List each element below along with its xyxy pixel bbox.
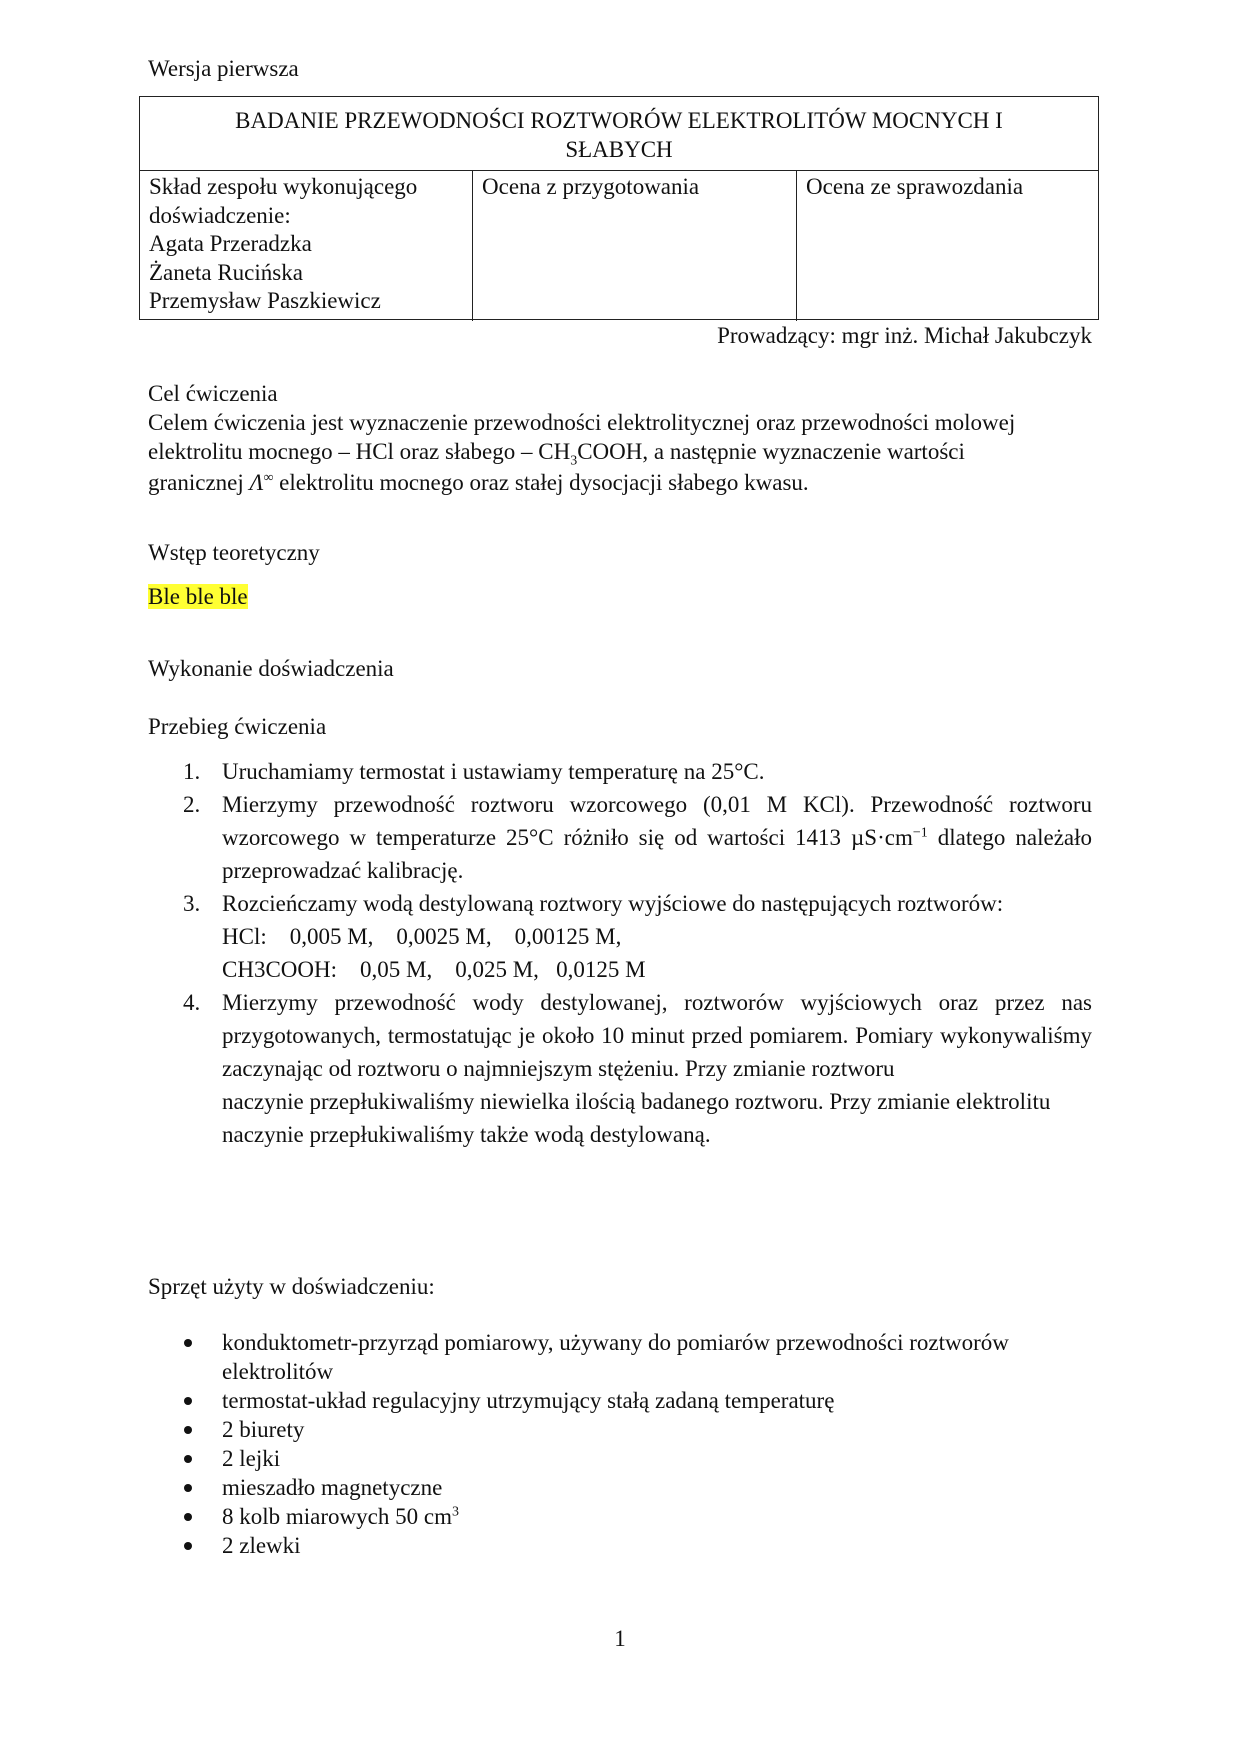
list-item — [148, 1386, 1092, 1415]
step-text: dlatego należało przeprowadzać kalibrację. — [222, 825, 1093, 883]
equipment-item: 2 lejki — [222, 1446, 281, 1471]
list-item — [148, 986, 1092, 1151]
superscript: 3 — [451, 1504, 459, 1520]
report-title — [140, 97, 1098, 171]
supervisor-line: Prowadzący: mgr inż. Michał Jakubczyk — [717, 323, 1092, 348]
report-grade-cell — [797, 171, 1098, 321]
prep-grade-cell — [473, 171, 797, 321]
team-member: Agata Przeradzka — [149, 231, 312, 256]
procedure-heading: Przebieg ćwiczenia — [148, 714, 327, 739]
lambda-symbol: Λ — [249, 470, 264, 495]
goal-text: elektrolitu mocnego – HCl oraz słabego – CH — [148, 439, 571, 464]
step-text: naczynie przepłukiwaliśmy także wodą destylowaną. — [222, 1122, 711, 1147]
report-grade-label: Ocena ze sprawozdania — [806, 174, 1024, 199]
team-cell — [140, 171, 473, 321]
title-line-2: SŁABYCH — [565, 137, 673, 162]
step-text: naczynie przepłukiwaliśmy niewielka ilością badanego roztworu. Przy zmianie elektrolitu — [222, 1089, 1051, 1114]
bullet-icon — [184, 1426, 192, 1434]
equipment-list — [148, 1328, 1092, 1560]
step-text: Uruchamiamy termostat i ustawiamy temperaturę na 25°C. — [222, 759, 765, 784]
goal-text: elektrolitu mocnego oraz stałej dysocjacji słabego kwasu. — [273, 470, 809, 495]
hcl-concentrations: HCl: 0,005 M, 0,0025 M, 0,00125 M, — [222, 924, 622, 949]
step-number: 2. — [183, 792, 201, 817]
goal-heading: Cel ćwiczenia — [148, 381, 278, 406]
header-table — [139, 96, 1099, 320]
bullet-icon — [184, 1513, 192, 1521]
step-text: Mierzymy przewodność wody destylowanej, roztworów wyjściowych oraz przez nas przygotowanych, termostatując je około 10 minut przed pomiarem. Pomiary wykonywaliśmy zaczynając od roztworu o najmniejszym stężeniu. Przy zmianie roztworu — [222, 990, 1092, 1081]
list-item — [148, 1444, 1092, 1473]
step-number: 3. — [183, 891, 201, 916]
list-item — [148, 788, 1092, 887]
superscript: −1 — [912, 825, 928, 841]
page-number: 1 — [614, 1626, 626, 1651]
subscript: 3 — [570, 453, 578, 469]
bullet-icon — [184, 1542, 192, 1550]
team-label-1: Skład zespołu wykonującego — [149, 174, 418, 199]
infinity-superscript: ∞ — [263, 470, 274, 486]
bullet-icon — [184, 1339, 192, 1347]
bullet-icon — [184, 1397, 192, 1405]
bullet-icon — [184, 1455, 192, 1463]
list-item — [148, 887, 1092, 986]
step-number: 1. — [183, 759, 201, 784]
equipment-item: mieszadło magnetyczne — [222, 1475, 443, 1500]
goal-line-3 — [148, 468, 1092, 497]
team-label-2: doświadczenie: — [149, 202, 291, 228]
team-member: Żaneta Rucińska — [149, 259, 303, 285]
list-item — [148, 1415, 1092, 1444]
list-item — [148, 1473, 1092, 1502]
list-item — [148, 1502, 1092, 1531]
step-number: 4. — [183, 990, 201, 1015]
theory-heading: Wstęp teoretyczny — [148, 540, 320, 565]
prep-grade-label: Ocena z przygotowania — [482, 174, 700, 199]
step-text: Rozcieńczamy wodą destylowaną roztwory wyjściowe do następujących roztworów: — [222, 891, 1004, 916]
acetic-concentrations: CH3COOH: 0,05 M, 0,025 M, 0,0125 M — [222, 957, 646, 982]
goal-line-1: Celem ćwiczenia jest wyznaczenie przewodności elektrolitycznej oraz przewodności molowej — [148, 410, 1016, 435]
equipment-item: konduktometr-przyrząd pomiarowy, używany do pomiarów przewodności roztworów elektrolitów — [222, 1330, 1009, 1384]
highlighted-text: Ble ble ble — [148, 584, 248, 609]
equipment-item: 2 zlewki — [222, 1533, 301, 1558]
theory-body — [148, 582, 248, 611]
equipment-heading: Sprzęt użyty w doświadczeniu: — [148, 1274, 435, 1299]
goal-section — [148, 379, 1092, 497]
list-item — [148, 1531, 1092, 1560]
equipment-item: termostat-układ regulacyjny utrzymujący stałą zadaną temperaturę — [222, 1388, 835, 1413]
equipment-item: 2 biurety — [222, 1417, 305, 1442]
team-member: Przemysław Paszkiewicz — [149, 288, 381, 313]
goal-text: COOH, a następnie wyznaczenie wartości — [577, 439, 965, 464]
title-line-1: BADANIE PRZEWODNOŚCI ROZTWORÓW ELEKTROLITÓW MOCNYCH I — [235, 108, 1003, 133]
procedure-list — [148, 755, 1092, 1151]
list-item — [148, 755, 1092, 788]
execution-heading: Wykonanie doświadczenia — [148, 656, 394, 681]
goal-line-2 — [148, 437, 1092, 469]
list-item — [148, 1328, 1092, 1386]
bullet-icon — [184, 1484, 192, 1492]
step-text: Mierzymy przewodność roztworu wzorcowego (0,01 M KCl). Przewodność roztworu wzorcowego w temperaturze 25°C różniło się od wartości 1413 µS·cm — [222, 792, 1092, 850]
goal-text: granicznej — [148, 470, 250, 495]
equipment-item: 8 kolb miarowych 50 cm — [222, 1504, 452, 1529]
version-label: Wersja pierwsza — [148, 56, 299, 81]
